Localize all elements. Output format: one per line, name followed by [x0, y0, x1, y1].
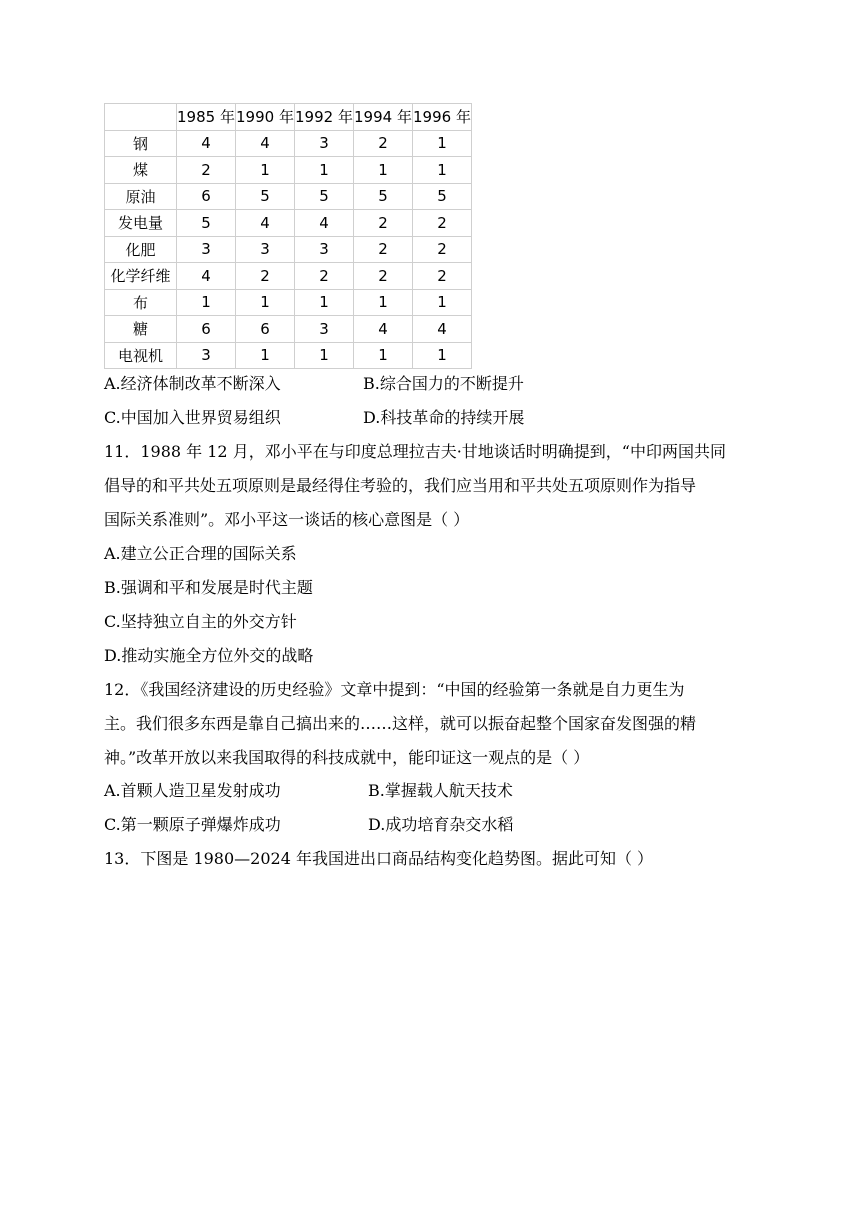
- table-row: [105, 183, 472, 210]
- table-cell: 3: [236, 236, 295, 263]
- table-cell: 1: [413, 130, 472, 157]
- q12-option-row-2: [104, 815, 514, 835]
- table-cell: 2: [413, 236, 472, 263]
- table-cell: 2: [236, 263, 295, 290]
- table-cell: 3: [295, 316, 354, 343]
- q12-option-d: D.成功培育杂交水稻: [368, 815, 514, 834]
- q12-stem-line-1: 12．《我国经济建设的历史经验》文章中提到：“中国的经验第一条就是自力更生为: [104, 680, 685, 699]
- table-cell: 1: [295, 342, 354, 369]
- table-cell: 1: [413, 157, 472, 184]
- table-header-row: [105, 104, 472, 131]
- table-cell: 1: [177, 289, 236, 316]
- table-cell: 2: [413, 210, 472, 237]
- table-cell: 3: [295, 130, 354, 157]
- table-cell: 1: [295, 157, 354, 184]
- q10-option-d: D.科技革命的持续开展: [363, 408, 525, 427]
- table-cell: 1: [236, 342, 295, 369]
- q11-option-a: A.建立公正合理的国际关系: [104, 544, 297, 563]
- row-label: 煤: [105, 157, 177, 184]
- q10-option-c: C.中国加入世界贸易组织: [104, 408, 281, 427]
- table-cell: 2: [295, 263, 354, 290]
- table-header-cell: 1992 年: [295, 104, 354, 131]
- table-cell: 4: [354, 316, 413, 343]
- q13-stem-line: 13．下图是 1980—2024 年我国进出口商品结构变化趋势图。据此可知（ ）: [104, 849, 654, 868]
- q10-option-a: A.经济体制改革不断深入: [104, 374, 281, 393]
- q11-option-d: D.推动实施全方位外交的战略: [104, 646, 314, 665]
- row-label: 原油: [105, 183, 177, 210]
- q10-option-row-1: [104, 374, 524, 394]
- table-cell: 1: [236, 157, 295, 184]
- table-cell: 5: [354, 183, 413, 210]
- q11-option-c: C.坚持独立自主的外交方针: [104, 612, 297, 631]
- table-cell: 4: [177, 263, 236, 290]
- q11-stem-line-1: 11．1988 年 12 月，邓小平在与印度总理拉吉夫·甘地谈话时明确提到，“中印两国共同: [104, 442, 726, 461]
- production-rank-table: [104, 103, 472, 369]
- row-label: 化学纤维: [105, 263, 177, 290]
- table-cell: 2: [177, 157, 236, 184]
- q12-stem-line-3: 神。”改革开放以来我国取得的科技成就中，能印证这一观点的是（ ）: [104, 748, 590, 767]
- table-row: [105, 316, 472, 343]
- table-cell: 6: [177, 316, 236, 343]
- q11-stem-line-2: 倡导的和平共处五项原则是最经得住考验的，我们应当用和平共处五项原则作为指导: [104, 476, 697, 495]
- q12-stem-line-2: 主。我们很多东西是靠自己搞出来的……这样，就可以振奋起整个国家奋发图强的精: [104, 714, 697, 733]
- table-cell: 1: [354, 342, 413, 369]
- table-cell: 2: [413, 263, 472, 290]
- table-cell: 2: [354, 236, 413, 263]
- q12-option-b: B.掌握载人航天技术: [368, 781, 513, 800]
- table-cell: 4: [413, 316, 472, 343]
- table-cell: 1: [236, 289, 295, 316]
- table-cell: 2: [354, 130, 413, 157]
- table-cell: 3: [177, 342, 236, 369]
- q12-option-a: A.首颗人造卫星发射成功: [104, 781, 281, 800]
- table-row: [105, 289, 472, 316]
- table-cell: 5: [413, 183, 472, 210]
- table-header-cell: 1996 年: [413, 104, 472, 131]
- table-cell: 4: [236, 210, 295, 237]
- table-row: [105, 210, 472, 237]
- table-header-cell: 1985 年: [177, 104, 236, 131]
- table-cell: 6: [236, 316, 295, 343]
- q12-option-c: C.第一颗原子弹爆炸成功: [104, 815, 281, 834]
- row-label: 化肥: [105, 236, 177, 263]
- table-cell: 4: [177, 130, 236, 157]
- row-label: 电视机: [105, 342, 177, 369]
- row-label: 发电量: [105, 210, 177, 237]
- table-row: [105, 263, 472, 290]
- row-label: 钢: [105, 130, 177, 157]
- table-cell: 1: [413, 342, 472, 369]
- table-header-cell: 1994 年: [354, 104, 413, 131]
- table-row: [105, 130, 472, 157]
- q12-option-row-1: [104, 781, 513, 801]
- table-cell: 5: [177, 210, 236, 237]
- table-cell: 6: [177, 183, 236, 210]
- table-cell: 2: [354, 210, 413, 237]
- table-cell: 3: [295, 236, 354, 263]
- table-cell: 1: [354, 157, 413, 184]
- table-cell: 1: [413, 289, 472, 316]
- q10-option-b: B.综合国力的不断提升: [363, 374, 524, 393]
- table-header-cell: 1990 年: [236, 104, 295, 131]
- table-cell: 5: [295, 183, 354, 210]
- q11-option-b: B.强调和平和发展是时代主题: [104, 578, 313, 597]
- q11-stem-line-3: 国际关系准则”。邓小平这一谈话的核心意图是（ ）: [104, 510, 470, 529]
- table-cell: 3: [177, 236, 236, 263]
- row-label: 布: [105, 289, 177, 316]
- table-header-cell: [105, 104, 177, 131]
- table-cell: 5: [236, 183, 295, 210]
- table-cell: 1: [354, 289, 413, 316]
- q10-option-row-2: [104, 408, 525, 428]
- table-cell: 4: [295, 210, 354, 237]
- table-row: [105, 157, 472, 184]
- table-cell: 4: [236, 130, 295, 157]
- table-row: [105, 236, 472, 263]
- row-label: 糖: [105, 316, 177, 343]
- table-cell: 2: [354, 263, 413, 290]
- table-cell: 1: [295, 289, 354, 316]
- table-row: [105, 342, 472, 369]
